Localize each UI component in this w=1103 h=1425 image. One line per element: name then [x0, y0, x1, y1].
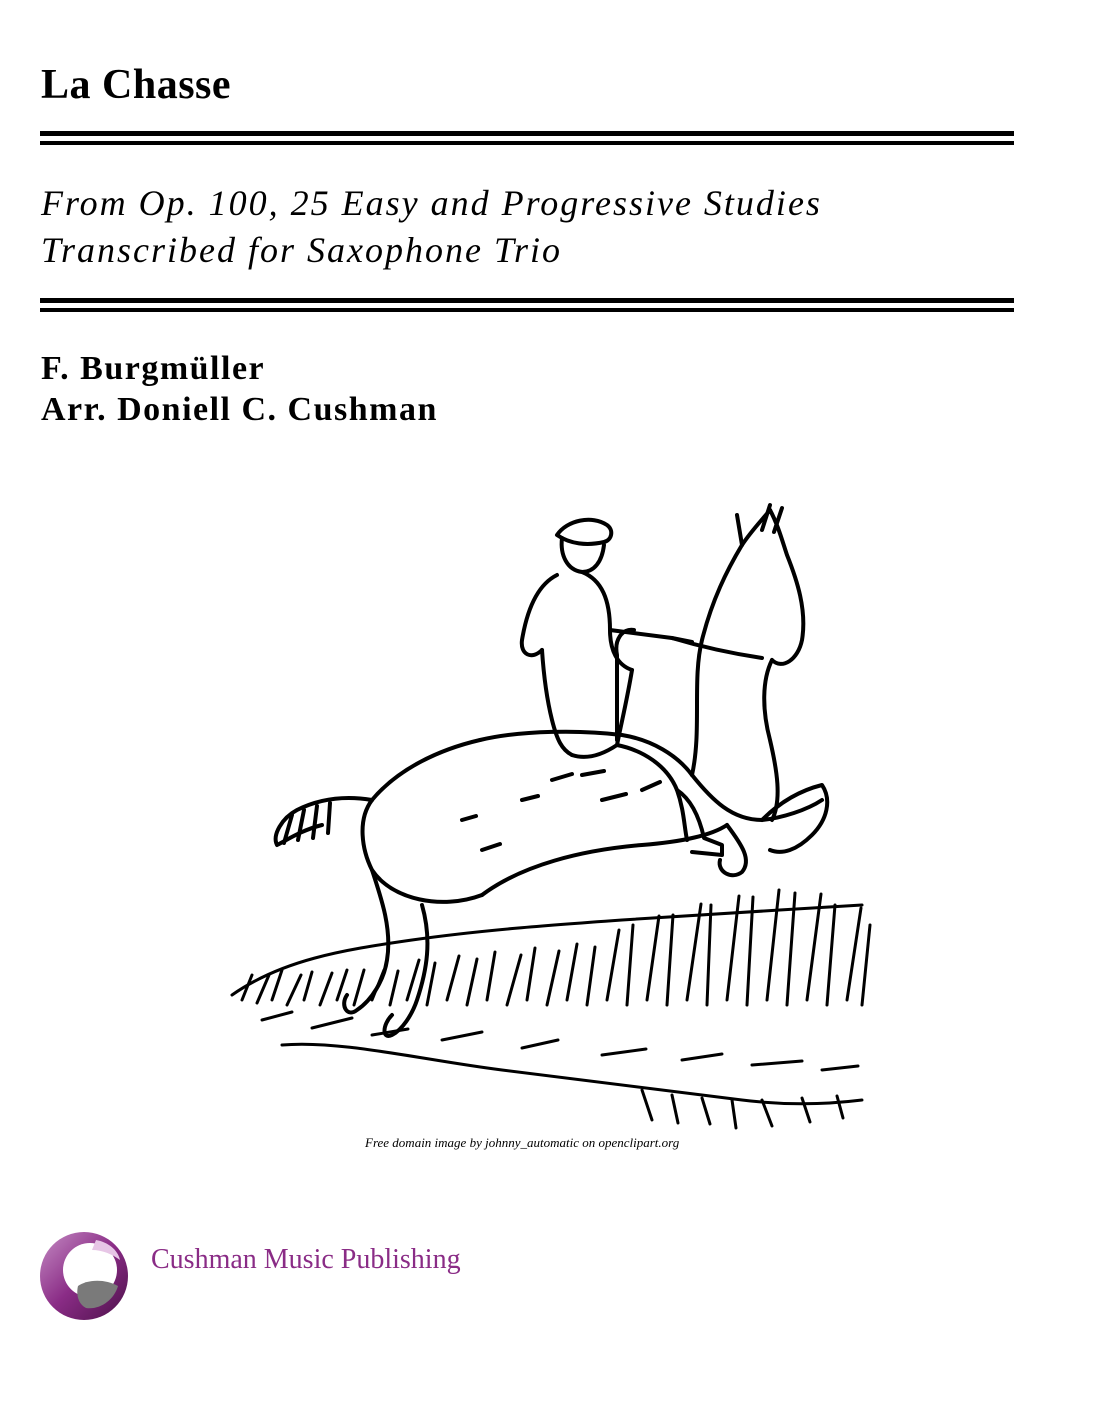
image-credit-caption: Free domain image by johnny_automatic on openclipart.org: [365, 1135, 680, 1150]
arranger-name: Arr. Doniell C. Cushman: [41, 391, 438, 428]
subtitle-line-1: From Op. 100, 25 Easy and Progressive Studies: [41, 183, 822, 223]
bottom-divider: [40, 298, 1014, 314]
page-title: La Chasse: [41, 62, 232, 108]
cushman-c-logo-icon: [38, 1230, 130, 1322]
hedge-brush: [232, 890, 870, 1128]
horse: [276, 505, 828, 1036]
publisher-name: Cushman Music Publishing: [151, 1244, 461, 1275]
subtitle-line-2: Transcribed for Saxophone Trio: [41, 230, 563, 270]
composer-name: F. Burgmüller: [41, 350, 266, 387]
top-divider: [40, 131, 1014, 147]
horse-and-rider-jumping-icon: [222, 500, 882, 1135]
